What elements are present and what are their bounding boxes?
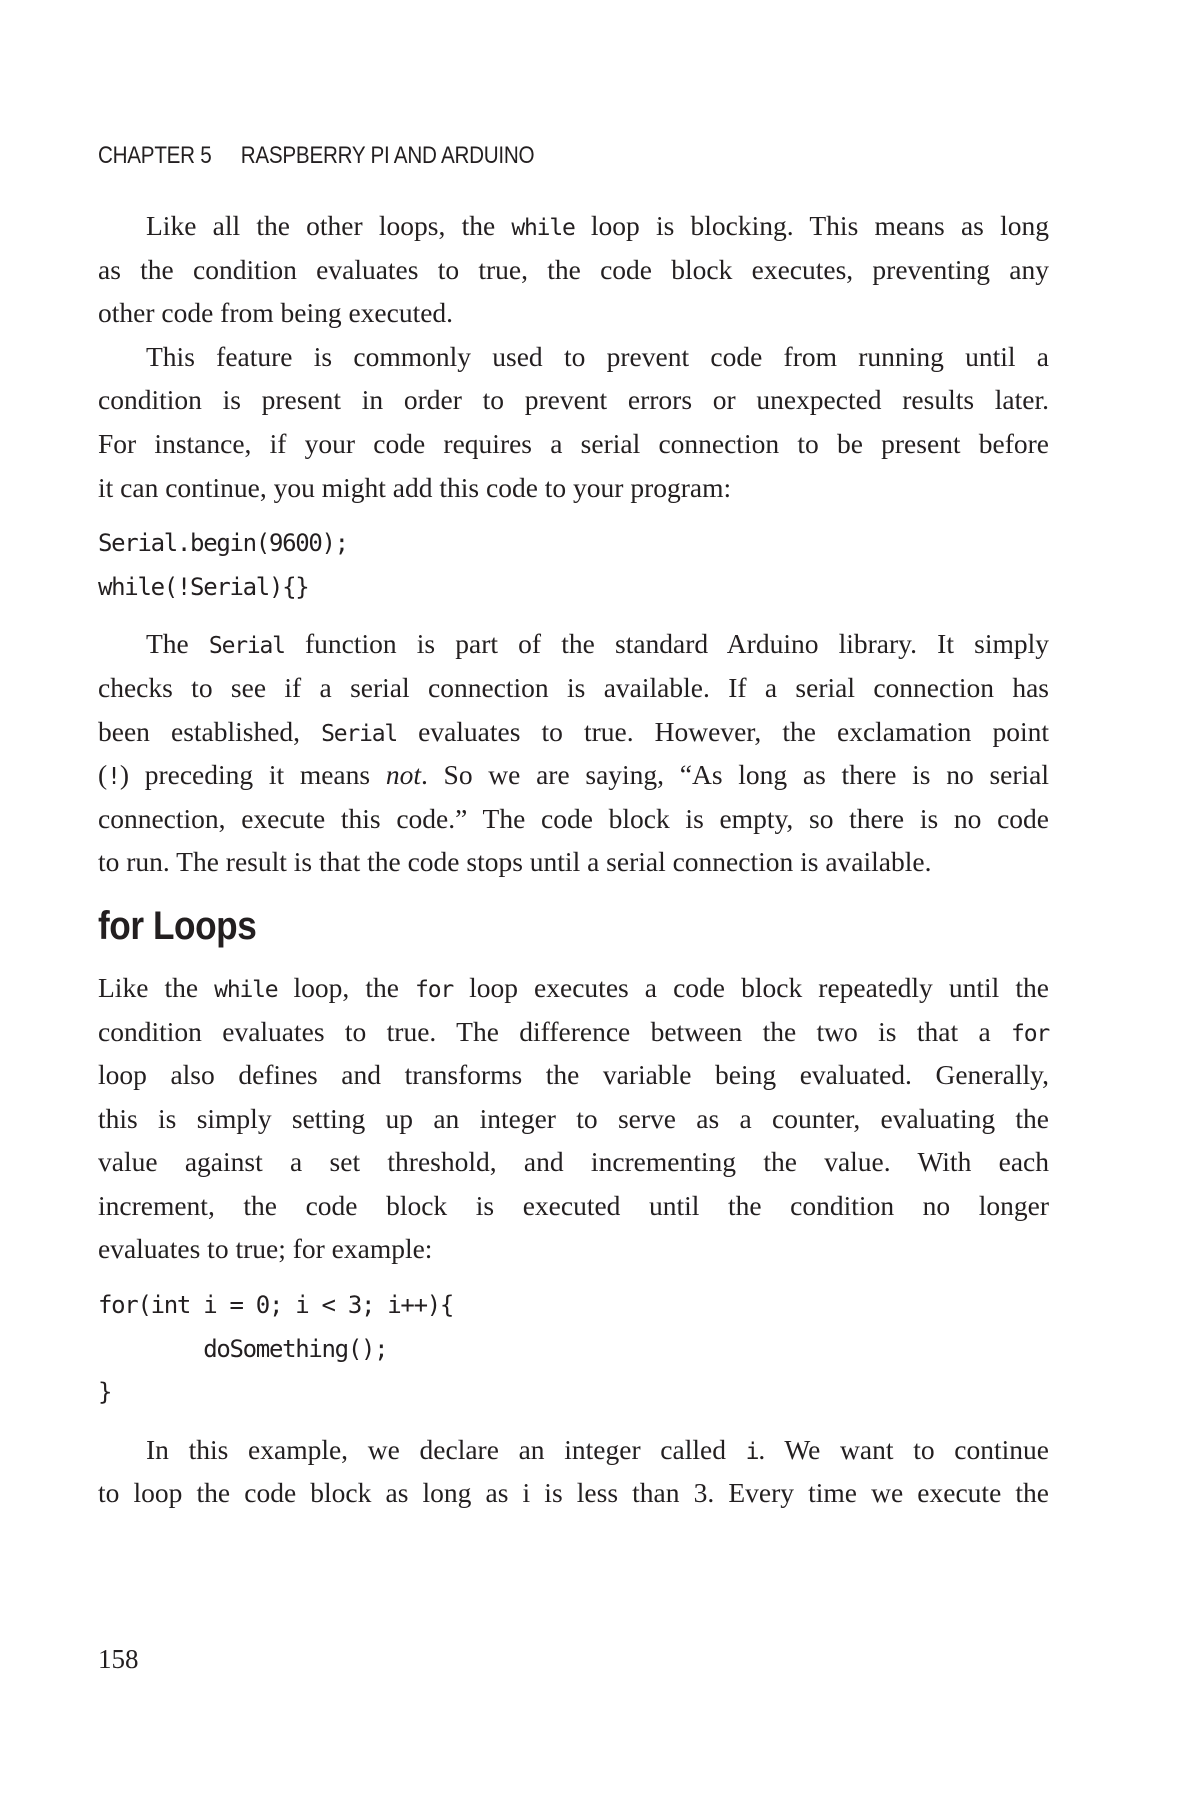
text-run: evaluates to true; for example: <box>98 1233 433 1265</box>
text-run: increment, the code block is executed until the condition no longer <box>98 1189 1049 1221</box>
text-line <box>98 966 1049 1010</box>
section-heading: for Loops <box>98 903 257 948</box>
code-line: for(int i = 0; i < 3; i++){ <box>98 1291 454 1320</box>
text-run: evaluates to true. However, the exclamation point <box>397 715 1049 747</box>
text-run: been established, <box>98 715 322 747</box>
text-run: as the condition evaluates to true, the code block executes, preventing any <box>98 253 1049 285</box>
page-body <box>98 204 1049 1515</box>
text-run: it can continue, you might add this code to your program: <box>98 471 732 503</box>
text-run: loop also defines and transforms the variable being evaluated. Generally, <box>98 1059 1049 1091</box>
text-line <box>98 1053 1049 1097</box>
emphasis: not <box>385 759 421 791</box>
inline-code: while <box>214 976 278 1003</box>
text-run: For instance, if your code requires a serial connection to be present before <box>98 427 1049 459</box>
text-run: condition is present in order to prevent errors or unexpected results later. <box>98 384 1049 416</box>
text-line <box>98 291 1049 335</box>
text-line <box>98 622 1049 666</box>
text-run: The <box>146 628 209 660</box>
text-line <box>98 1184 1049 1228</box>
text-line <box>98 797 1049 841</box>
text-run: condition evaluates to true. The difference between the two is that a <box>98 1015 1012 1047</box>
code-line: doSomething(); <box>98 1334 388 1363</box>
text-run: ( <box>98 759 108 791</box>
inline-code: while <box>511 215 575 241</box>
text-run: this is simply setting up an integer to serve as a counter, evaluating the <box>98 1102 1049 1134</box>
text-line <box>98 1227 1049 1271</box>
code-line: } <box>98 1378 112 1407</box>
chapter-label: CHAPTER 5 <box>98 142 212 169</box>
inline-code: for <box>1011 1020 1049 1047</box>
text-line <box>98 248 1049 292</box>
text-run: . So we are saying, “As long as there is no serial <box>420 759 1049 791</box>
text-line <box>98 204 1049 248</box>
inline-code: for <box>415 976 453 1003</box>
code-line: while(!Serial){} <box>98 572 309 601</box>
text-run: checks to see if a serial connection is available. If a serial connection has <box>98 671 1049 703</box>
text-run: . We want to continue <box>758 1433 1049 1465</box>
text-run: loop executes a code block repeatedly until the <box>453 971 1049 1003</box>
text-line <box>98 840 1049 884</box>
text-line <box>98 378 1049 422</box>
text-line <box>98 1471 1049 1515</box>
text-run: to run. The result is that the code stops until a serial connection is available. <box>98 846 932 878</box>
text-line <box>98 1097 1049 1141</box>
text-run: value against a set threshold, and incrementing the value. With each <box>98 1146 1049 1178</box>
code-block <box>98 1284 1049 1415</box>
text-run: Like the <box>98 971 215 1003</box>
page-number: 158 <box>98 1644 139 1674</box>
inline-code: ! <box>107 764 120 791</box>
text-line <box>98 1140 1049 1184</box>
text-line <box>98 422 1049 466</box>
text-run: In this example, we declare an integer called <box>146 1433 746 1465</box>
paragraph <box>98 335 1049 509</box>
text-line <box>98 666 1049 710</box>
text-run: Like all the other loops, the <box>146 210 512 241</box>
text-run: This feature is commonly used to prevent code from running until a <box>146 340 1049 372</box>
code-line: Serial.begin(9600); <box>98 529 348 558</box>
text-line <box>98 335 1049 379</box>
code-block <box>98 522 1049 609</box>
text-run: to loop the code block as long as i is less than 3. Every time we execute the <box>98 1477 1049 1509</box>
inline-code: Serial <box>208 633 285 660</box>
paragraph <box>98 204 1049 335</box>
section-title: RASPBERRY PI AND ARDUINO <box>240 142 535 169</box>
running-header <box>98 142 534 170</box>
text-run: ) preceding it means <box>119 759 386 791</box>
text-line <box>98 466 1049 510</box>
text-line <box>98 753 1049 797</box>
paragraph <box>98 1428 1049 1515</box>
text-line <box>98 1010 1049 1054</box>
text-run: function is part of the standard Arduino library. It simply <box>284 628 1049 660</box>
paragraph <box>98 966 1049 1271</box>
text-line <box>98 1428 1049 1472</box>
inline-code: i <box>745 1438 759 1465</box>
paragraph <box>98 622 1049 884</box>
text-run: other code from being executed. <box>98 297 454 329</box>
text-run: loop is blocking. This means as long <box>574 210 1049 241</box>
text-run: loop, the <box>277 971 416 1003</box>
text-run: connection, execute this code.” The code block is empty, so there is no code <box>98 802 1049 834</box>
text-line <box>98 710 1049 754</box>
inline-code: Serial <box>321 720 398 747</box>
